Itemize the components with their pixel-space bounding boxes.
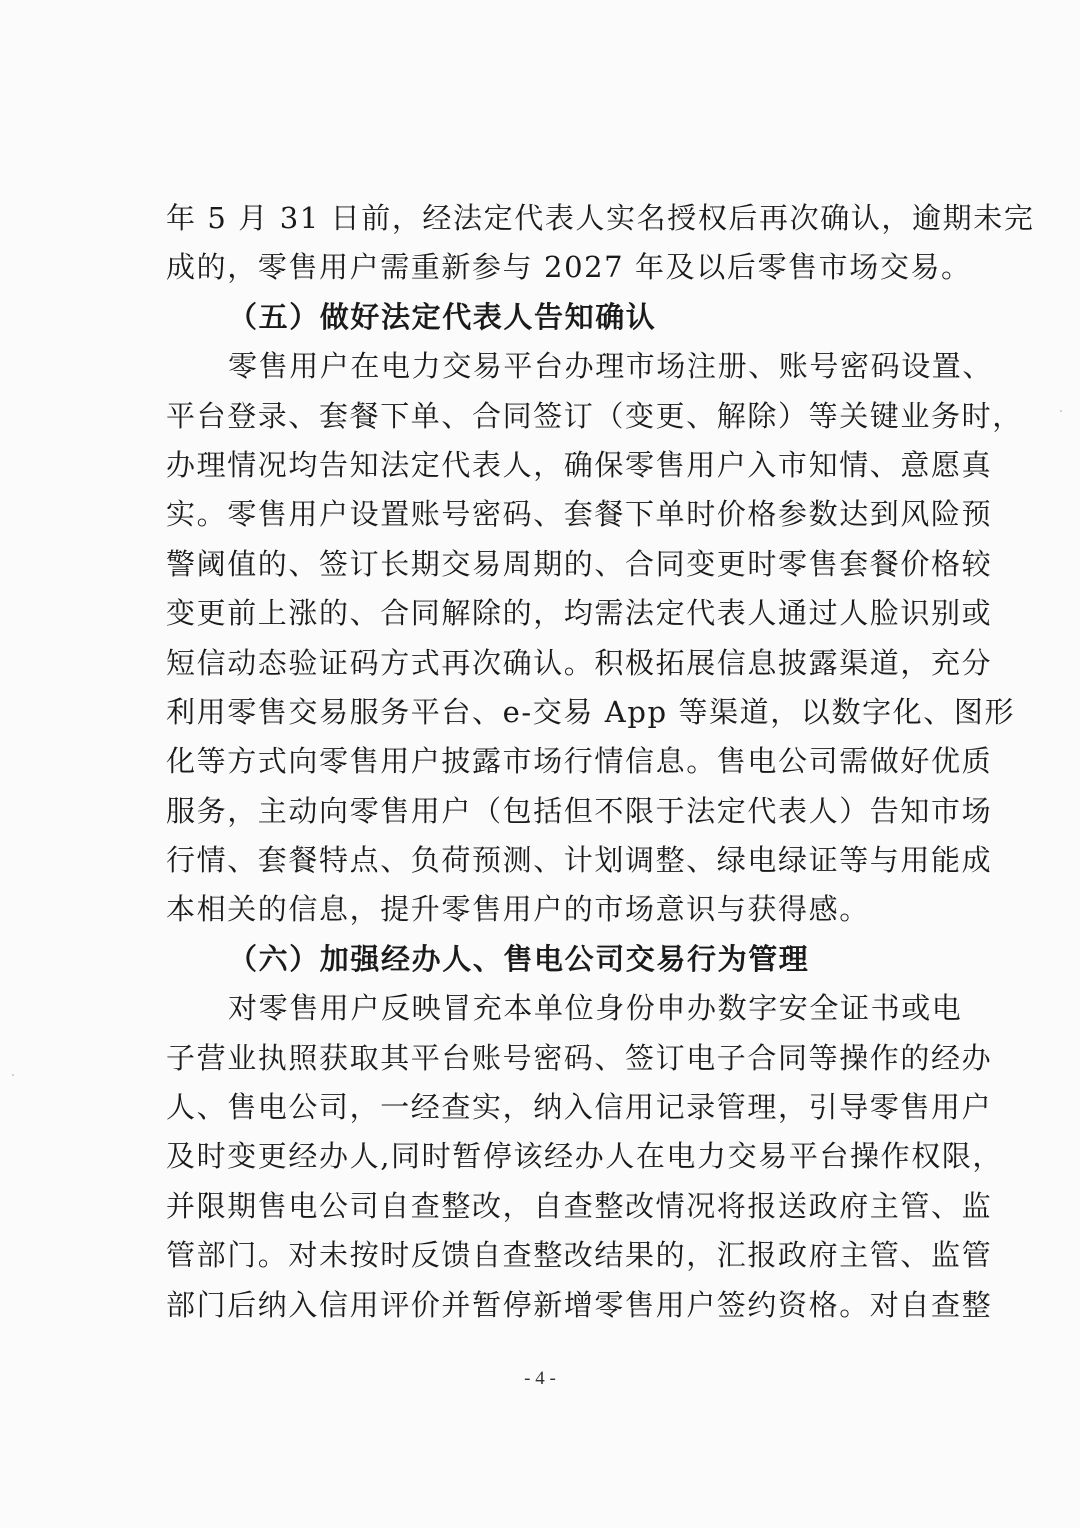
section-heading-6: （六）加强经办人、售电公司交易行为管理	[228, 941, 810, 976]
text-line: 本相关的信息，提升零售用户的市场意识与获得感。	[166, 892, 870, 927]
paragraph-start: 零售用户在电力交易平台办理市场注册、账号密码设置、	[228, 349, 994, 384]
text-line: 利用零售交易服务平台、e-交易 App 等渠道，以数字化、图形	[166, 694, 1016, 729]
text-line: 部门后纳入信用评价并暂停新增零售用户签约资格。对自查整	[166, 1287, 993, 1322]
paragraph-start: 对零售用户反映冒充本单位身份申办数字安全证书或电	[228, 991, 963, 1026]
text-line: 并限期售电公司自查整改，自查整改情况将报送政府主管、监	[166, 1188, 993, 1223]
page-number: - 4 -	[524, 1368, 556, 1389]
scan-speck	[12, 1074, 14, 1076]
text-line: 化等方式向零售用户披露市场行情信息。售电公司需做好优质	[166, 744, 993, 779]
text-line: 成的，零售用户需重新参与 2027 年及以后零售市场交易。	[166, 250, 972, 285]
text-line: 平台登录、套餐下单、合同签订（变更、解除）等关键业务时，	[166, 398, 1023, 433]
text-line: 短信动态验证码方式再次确认。积极拓展信息披露渠道，充分	[166, 645, 993, 680]
text-line: 子营业执照获取其平台账号密码、签订电子合同等操作的经办	[166, 1040, 993, 1075]
text-line: 服务，主动向零售用户（包括但不限于法定代表人）告知市场	[166, 793, 993, 828]
text-line: 办理情况均告知法定代表人，确保零售用户入市知情、意愿真	[166, 447, 993, 482]
text-line: 警阈值的、签订长期交易周期的、合同变更时零售套餐价格较	[166, 546, 993, 581]
text-line: 变更前上涨的、合同解除的，均需法定代表人通过人脸识别或	[166, 596, 993, 631]
text-line: 人、售电公司，一经查实，纳入信用记录管理，引导零售用户	[166, 1090, 993, 1125]
text-line: 行情、套餐特点、负荷预测、计划调整、绿电绿证等与用能成	[166, 843, 993, 878]
text-line: 实。零售用户设置账号密码、套餐下单时价格参数达到风险预	[166, 497, 993, 532]
scan-speck	[1060, 410, 1062, 412]
text-line: 及时变更经办人,同时暂停该经办人在电力交易平台操作权限，	[166, 1139, 1004, 1174]
section-heading-5: （五）做好法定代表人告知确认	[228, 299, 657, 334]
text-line: 管部门。对未按时反馈自查整改结果的，汇报政府主管、监管	[166, 1238, 993, 1273]
text-line: 年 5 月 31 日前，经法定代表人实名授权后再次确认，逾期未完	[166, 201, 1035, 235]
body-text	[166, 194, 1035, 1330]
